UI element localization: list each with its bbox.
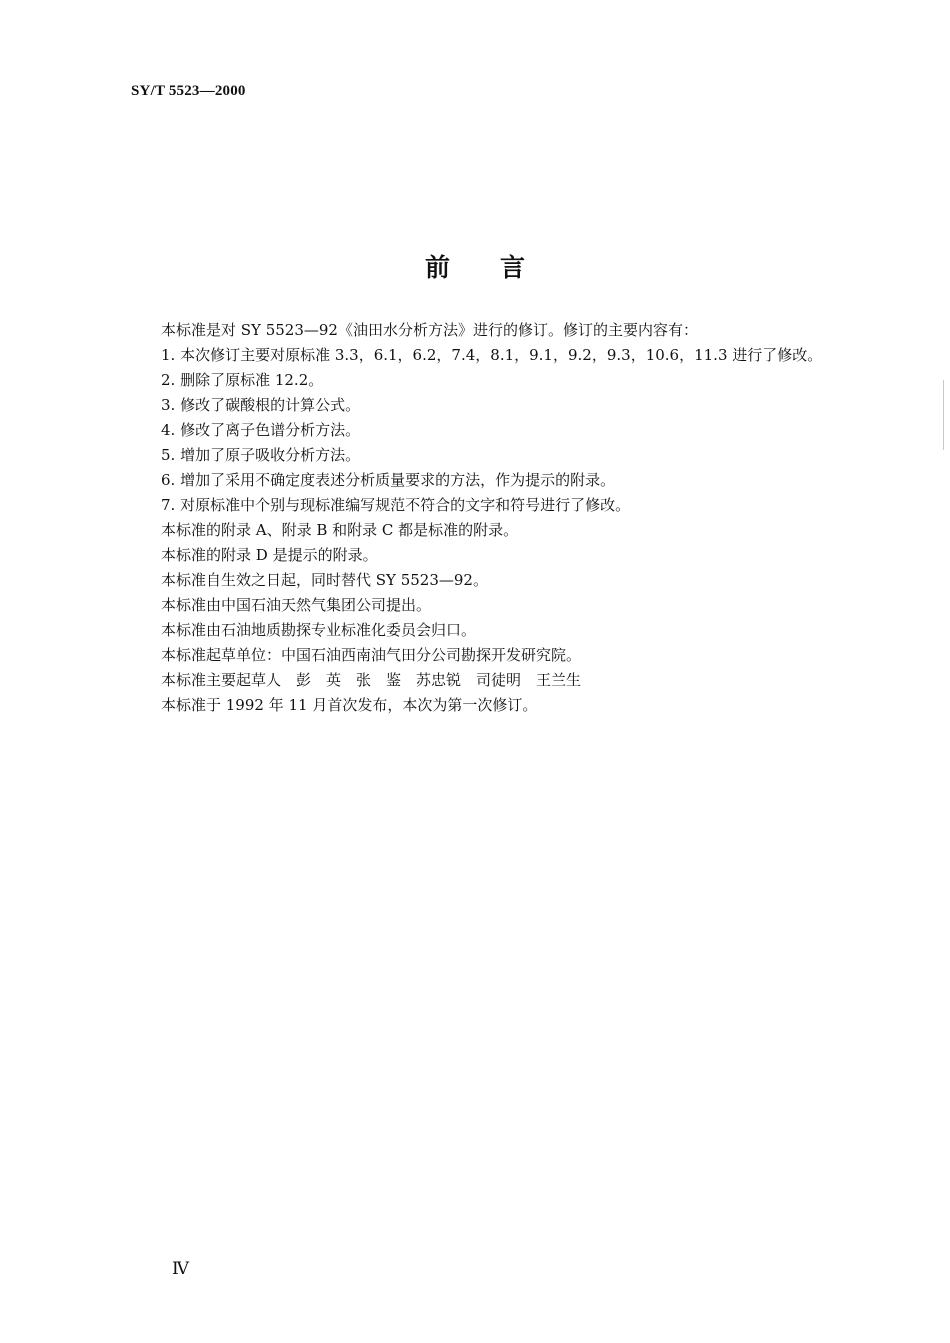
paragraph-proposed-by: 本标准由中国石油天然气集团公司提出。	[161, 596, 432, 614]
paragraph-history: 本标准于 1992 年 11 月首次发布，本次为第一次修订。	[161, 696, 538, 714]
paragraph-appendix-informative: 本标准的附录 D 是提示的附录。	[161, 546, 378, 564]
paragraph-appendix-normative: 本标准的附录 A、附录 B 和附录 C 都是标准的附录。	[161, 521, 519, 539]
paragraph-item-4: 4. 修改了离子色谱分析方法。	[161, 421, 361, 439]
paragraph-drafters: 本标准主要起草人 彭 英 张 鉴 苏忠锐 司徒明 王兰生	[161, 671, 582, 689]
paragraph-managed-by: 本标准由石油地质勘探专业标准化委员会归口。	[161, 621, 477, 639]
paragraph-effective: 本标准自生效之日起，同时替代 SY 5523—92。	[161, 571, 488, 589]
scan-edge-line	[943, 380, 944, 450]
page-number: Ⅳ	[172, 1259, 189, 1278]
page-title: 前言	[424, 253, 575, 282]
paragraph-drafting-unit: 本标准起草单位：中国石油西南油气田分公司勘探开发研究院。	[161, 646, 582, 664]
paragraph-item-6: 6. 增加了采用不确定度表述分析质量要求的方法，作为提示的附录。	[161, 471, 616, 489]
standard-code: SY/T 5523—2000	[131, 83, 246, 99]
paragraph-item-1: 1. 本次修订主要对原标准 3.3，6.1，6.2，7.4，8.1，9.1，9.2，9.3，10.6，11.3 进行了修改。	[161, 346, 823, 364]
paragraph-item-5: 5. 增加了原子吸收分析方法。	[161, 446, 361, 464]
paragraph-item-2: 2. 删除了原标准 12.2。	[161, 371, 324, 389]
preface-body	[131, 318, 851, 718]
paragraph-item-3: 3. 修改了碳酸根的计算公式。	[161, 396, 361, 414]
paragraph-intro: 本标准是对 SY 5523—92《油田水分析方法》进行的修订。修订的主要内容有：	[161, 321, 698, 339]
paragraph-item-7: 7. 对原标准中个别与现标准编写规范不符合的文字和符号进行了修改。	[161, 496, 631, 514]
